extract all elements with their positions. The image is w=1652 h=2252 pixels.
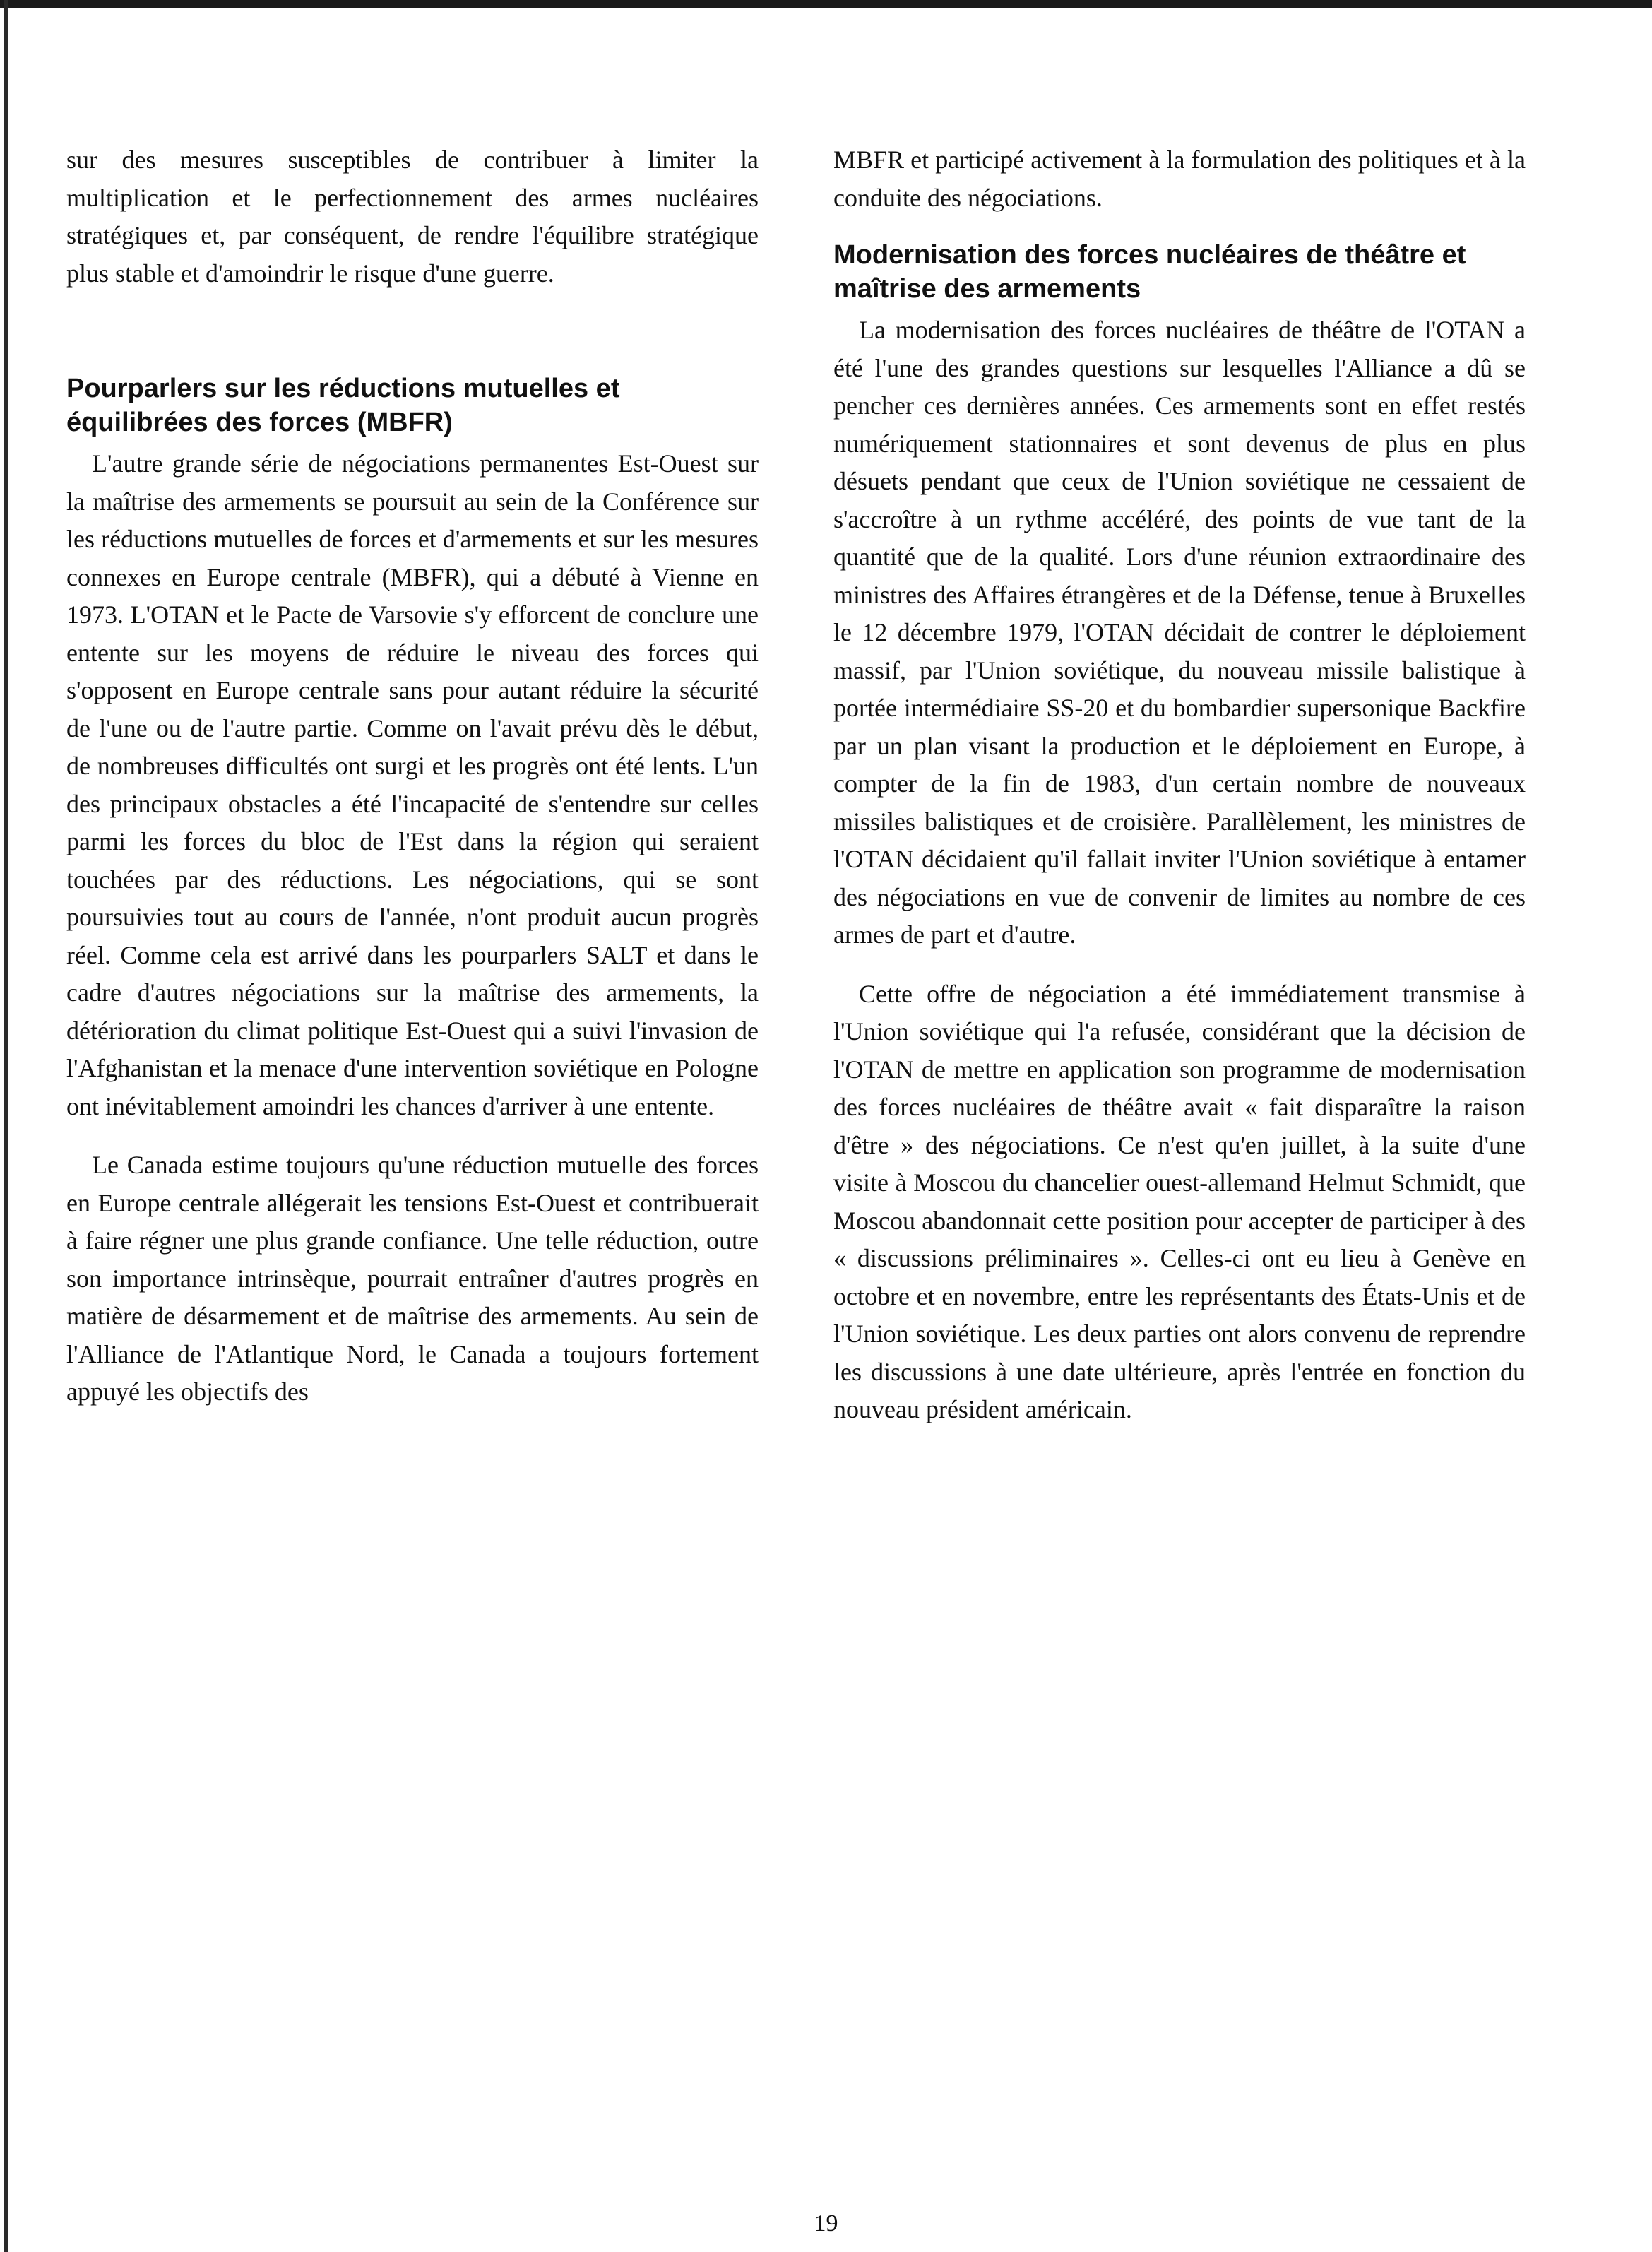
left-column	[66, 141, 759, 1433]
right-continued-paragraph: MBFR et participé activement à la formulation des politiques et à la conduite des négociations.	[833, 146, 1526, 212]
modernisation-paragraph-2: Cette offre de négociation a été immédiatement transmise à l'Union soviétique qui l'a refusée, considérant que la décision de l'OTAN de mettre en application son programme de modernisation des forces nucléaires de théâtre avait « fait disparaître la raison d'être » des négociations. Ce n'est qu'en juillet, à la suite d'une visite à Moscou du chancelier ouest-allemand Helmut Schmidt, que Moscou abandonnait cette position pour accepter de participer à des « discussions préliminaires ». Celles-ci ont eu lieu à Genève en octobre et en novembre, entre les représentants des États-Unis et de l'Union soviétique. Les deux parties ont alors convenu de reprendre les discussions à une date ultérieure, après l'entrée en fonction du nouveau président américain.	[833, 979, 1526, 1423]
mbfr-paragraph-2: Le Canada estime toujours qu'une réduction mutuelle des forces en Europe centrale allégerait les tensions Est-Ouest et contribuerait à faire régner une plus grande confiance. Une telle réduction, outre son importance intrinsèque, pourrait entraîner d'autres progrès en matière de désarmement et de maîtrise des armements. Au sein de l'Alliance de l'Atlantique Nord, le Canada a toujours fortement appuyé les objectifs des	[66, 1151, 759, 1406]
scan-left-edge	[4, 0, 8, 2252]
mbfr-paragraph-1: L'autre grande série de négociations permanentes Est-Ouest sur la maîtrise des armements se poursuit au sein de la Conférence sur les réductions mutuelles de forces et d'armements et sur les mesures connexes en Europe centrale (MBFR), qui a débuté à Vienne en 1973. L'OTAN et le Pacte de Varsovie s'y efforcent de conclure une entente sur les moyens de réduire le niveau des forces qui s'opposent en Europe centrale sans pour autant réduire la sécurité de l'une ou de l'autre partie. Comme on l'avait prévu dès le début, de nombreuses difficultés ont surgi et les progrès ont été lents. L'un des principaux obstacles a été l'incapacité de s'entendre sur celles parmi les forces du bloc de l'Est dans la région qui seraient touchées par des réductions. Les négociations, qui se sont poursuivies tout au cours de l'année, n'ont produit aucun progrès réel. Comme cela est arrivé dans les pourparlers SALT et dans le cadre d'autres négociations sur la maîtrise des armements, la détérioration du climat politique Est-Ouest qui a suivi l'invasion de l'Afghanistan et la menace d'une intervention soviétique en Pologne ont inévitablement amoindri les chances d'arriver à une entente.	[66, 449, 759, 1120]
modernisation-paragraph-1: La modernisation des forces nucléaires de théâtre de l'OTAN a été l'une des grandes questions sur lesquelles l'Alliance a dû se pencher ces dernières années. Ces armements sont en effet restés numériquement stationnaires et sont devenus de plus en plus désuets pendant que ceux de l'Union soviétique ne cessaient de s'accroître à un rythme accéléré, des points de vue tant de la quantité que de la qualité. Lors d'une réunion extraordinaire des ministres des Affaires étrangères et de la Défense, tenue à Bruxelles le 12 décembre 1979, l'OTAN décidait de contrer le déploiement massif, par l'Union soviétique, du nouveau missile balistique à portée intermédiaire SS-20 et du bombardier supersonique Backfire par un plan visant la production et le déploiement en Europe, à compter de la fin de 1983, d'un certain nombre de nouveaux missiles balistiques et de croisière. Parallèlement, les ministres de l'OTAN décidaient qu'il fallait inviter l'Union soviétique à entamer des négociations en vue de convenir de limites au nombre de ces armes de part et d'autre.	[833, 316, 1526, 949]
modernisation-heading: Modernisation des forces nucléaires de théâtre et maîtrise des armements	[833, 240, 1466, 304]
scan-top-edge	[0, 0, 1652, 8]
left-continued-paragraph: sur des mesures susceptibles de contribuer à limiter la multiplication et le perfectionnement des armes nucléaires stratégiques et, par conséquent, de rendre l'équilibre stratégique plus stable et d'amoindrir le risque d'une guerre.	[66, 146, 759, 288]
mbfr-heading: Pourparlers sur les réductions mutuelles et équilibrées des forces (MBFR)	[66, 374, 620, 437]
page-number: 19	[814, 2210, 838, 2236]
right-column	[833, 141, 1526, 1450]
